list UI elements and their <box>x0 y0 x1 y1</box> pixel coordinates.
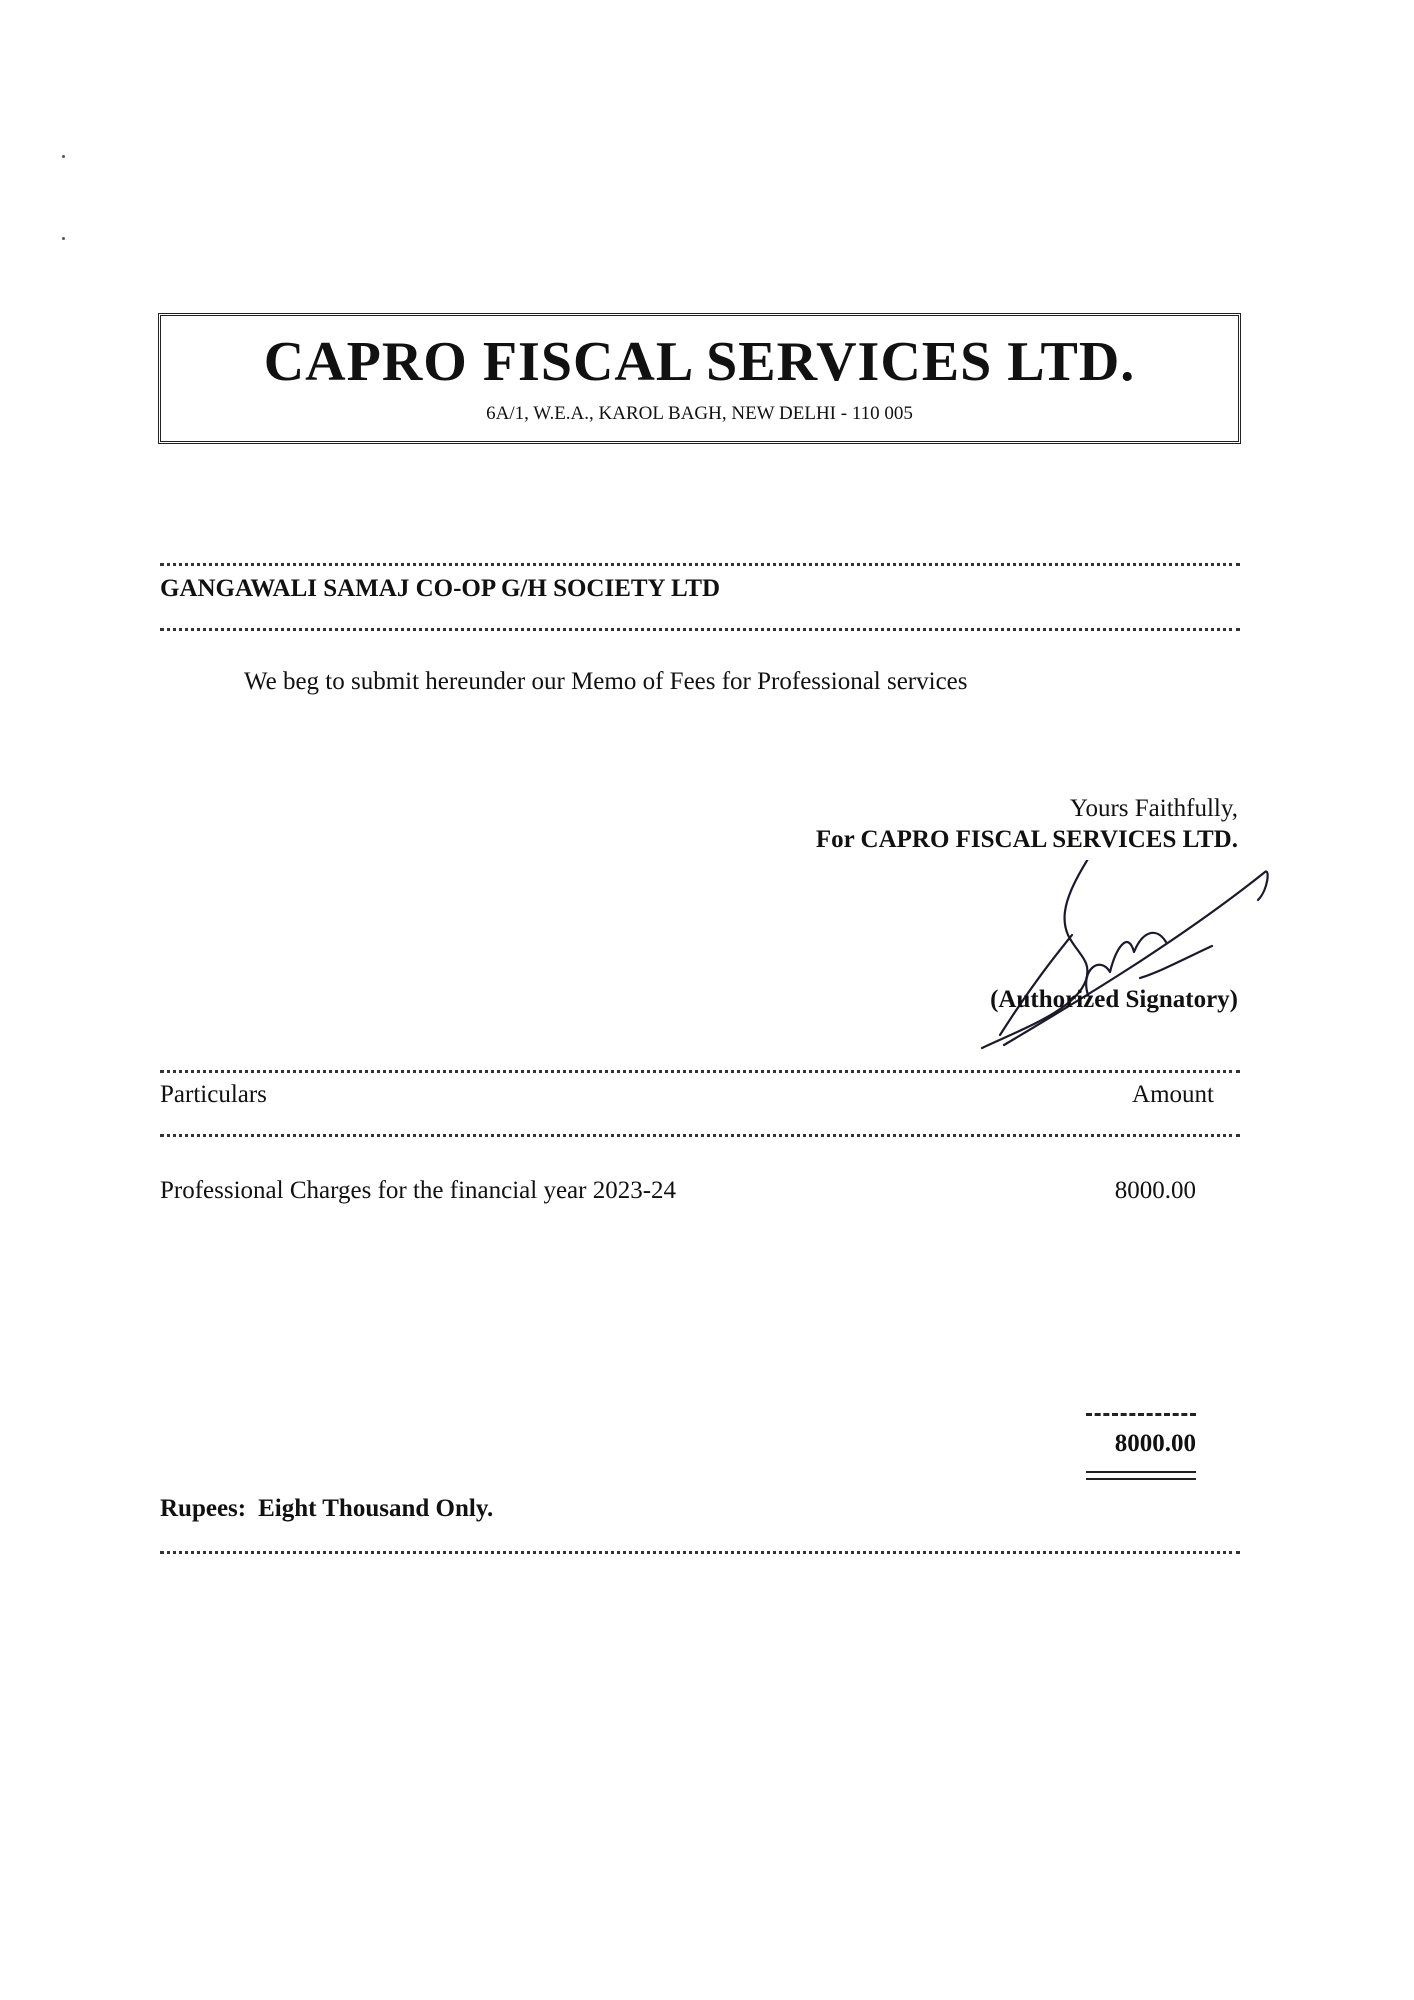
column-header-amount: Amount <box>1132 1081 1214 1108</box>
dotted-rule <box>160 1070 1240 1073</box>
amount-in-words <box>160 1495 493 1523</box>
total-amount: 8000.00 <box>1114 1430 1196 1457</box>
scan-speck <box>62 155 65 158</box>
scan-speck <box>62 237 65 240</box>
amount-in-words-value: Eight Thousand Only. <box>258 1495 494 1522</box>
dotted-rule <box>160 628 1240 631</box>
total-double-rule <box>1086 1471 1196 1480</box>
intro-text: We beg to submit hereunder our Memo of Fees for Professional services <box>244 668 968 695</box>
table-row-particulars: Professional Charges for the financial year 2023-24 <box>160 1177 677 1204</box>
total-dashed-rule <box>1086 1413 1196 1416</box>
client-name: GANGAWALI SAMAJ CO-OP G/H SOCIETY LTD <box>160 575 721 602</box>
handwritten-signature <box>960 860 1280 1060</box>
closing-company: For CAPRO FISCAL SERVICES LTD. <box>815 826 1238 853</box>
closing-salutation: Yours Faithfully, <box>1069 795 1238 822</box>
signatory-label: (Authorized Signatory) <box>990 986 1238 1013</box>
dotted-rule <box>160 563 1240 566</box>
letterhead-box <box>158 313 1241 444</box>
company-address: 6A/1, W.E.A., KAROL BAGH, NEW DELHI - 110 005 <box>486 403 913 424</box>
dotted-rule <box>160 1551 1240 1554</box>
amount-in-words-label: Rupees: <box>160 1495 247 1522</box>
table-row-amount: 8000.00 <box>1114 1177 1196 1204</box>
company-name: CAPRO FISCAL SERVICES LTD. <box>263 331 1136 393</box>
column-header-particulars: Particulars <box>160 1081 267 1108</box>
dotted-rule <box>160 1134 1240 1137</box>
